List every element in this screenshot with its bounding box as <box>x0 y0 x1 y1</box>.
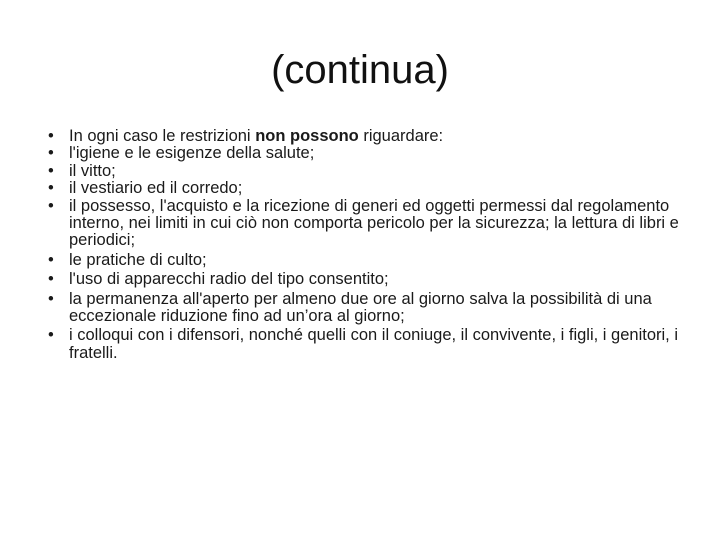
list-item <box>48 180 688 197</box>
list-item <box>48 145 688 162</box>
bullet-icon: • <box>48 161 54 180</box>
list-item-text <box>69 127 443 145</box>
bullet-icon: • <box>48 289 54 308</box>
bullet-icon: • <box>48 127 54 145</box>
list-item-text: il possesso, l'acquisto e la ricezione di generi ed oggetti permessi dal regolamento interno, nei limiti in cui ciò non comporta pericolo per la sicurezza; la lettura di libri e periodici; <box>69 196 679 250</box>
list-item-text: la permanenza all'aperto per almeno due ore al giorno salva la possibilità di una eccezionale riduzione fino ad un’ora al giorno; <box>69 289 652 326</box>
list-item <box>48 327 688 362</box>
list-item-emphasis: non possono <box>255 127 359 145</box>
list-item-text: i colloqui con i difensori, nonché quelli con il coniuge, il convivente, i figli, i genitori, i fratelli. <box>69 326 679 362</box>
list-item <box>48 128 688 145</box>
list-item-text: il vestiario ed il corredo; <box>69 179 243 198</box>
bullet-icon: • <box>48 196 54 215</box>
list-item-text: l'uso di apparecchi radio del tipo consentito; <box>69 270 389 289</box>
bullet-icon: • <box>48 326 54 345</box>
list-item-text-before: In ogni caso le restrizioni <box>69 127 256 145</box>
list-item <box>48 252 688 269</box>
bullet-icon: • <box>48 144 54 163</box>
list-item <box>48 198 688 250</box>
slide-title: (continua) <box>271 48 449 92</box>
bullet-icon: • <box>48 250 54 269</box>
list-item <box>48 163 688 180</box>
list-item-text-after: riguardare: <box>358 127 444 145</box>
list-item-text: l'igiene e le esigenze della salute; <box>69 144 315 163</box>
list-item <box>48 291 688 326</box>
bullet-list <box>48 128 688 362</box>
bullet-icon: • <box>48 179 54 198</box>
list-item-text: le pratiche di culto; <box>69 250 207 269</box>
list-item-text: il vitto; <box>69 161 116 180</box>
list-item <box>48 271 688 288</box>
bullet-icon: • <box>48 270 54 289</box>
